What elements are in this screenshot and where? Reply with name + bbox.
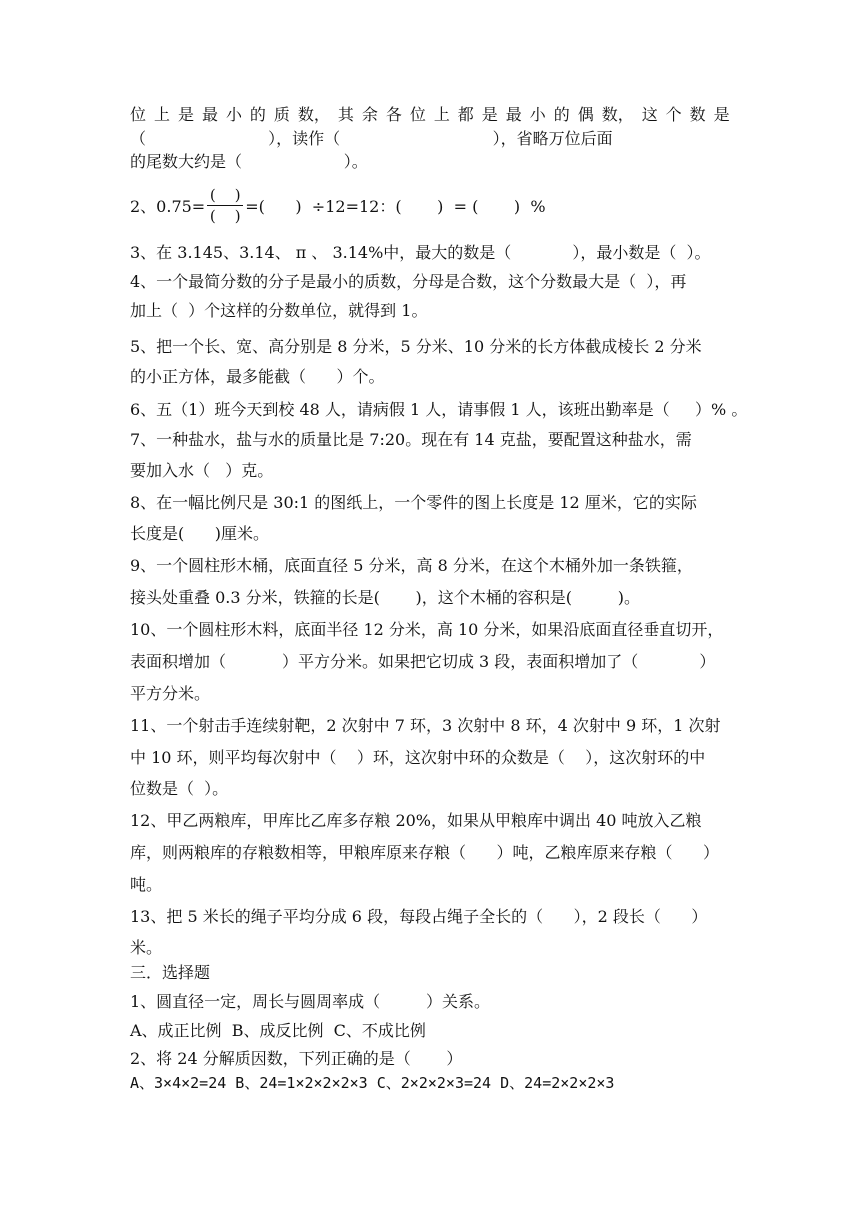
item1-word: 上 <box>433 105 450 124</box>
item10-line3: 平方分米。 <box>130 684 211 703</box>
item5-line2: 的小正方体，最多能截（ ）个。 <box>130 367 385 386</box>
item8-line1: 8、在一幅比例尺是 30:1 的图纸上，一个零件的图上长度是 12 厘米，它的实际 <box>130 493 697 512</box>
item1-word: 这 <box>641 105 658 124</box>
item1-word: 上 <box>153 105 170 124</box>
item11-line3: 位数是（ ）。 <box>130 779 229 798</box>
item1-word: 位 <box>409 105 426 124</box>
item8-line2: 长度是( )厘米。 <box>130 524 270 543</box>
item5-line1: 5、把一个长、宽、高分别是 8 分米，5 分米、10 分米的长方体截成棱长 2 分米 <box>130 337 702 356</box>
item3-line1: 3、在 3.145、3.14、 π 、 3.14%中，最大的数是（ ），最小数是（ ）。 <box>130 243 711 262</box>
item1-line1 <box>130 105 730 125</box>
item1-word: 是 <box>177 105 194 124</box>
item9-line2: 接头处重叠 0.3 分米，铁箍的长是( )，这个木桶的容积是( )。 <box>130 588 640 607</box>
item1-word: 是 <box>481 105 498 124</box>
item12-line3: 吨。 <box>130 875 163 894</box>
item2-suffix: =( ) ÷12=12：( ) = ( ) % <box>245 196 546 216</box>
item1-word: 数， <box>297 105 330 124</box>
fraction-bar <box>207 205 243 206</box>
fraction-numerator: ( ) <box>209 185 241 204</box>
item6-line1: 6、五（1）班今天到校 48 人，请病假 1 人，请事假 1 人，该班出勤率是（ ）% 。 <box>130 400 748 419</box>
choice2-question: 2、将 24 分解质因数，下列正确的是（ ） <box>130 1049 463 1068</box>
item1-word: 数 <box>689 105 706 124</box>
item11-line1: 11、一个射击手连续射靶，2 次射中 7 环，3 次射中 8 环，4 次射中 9 环，1 次射 <box>130 716 721 735</box>
item1-word: 最 <box>505 105 522 124</box>
item1-line2: （ ），读作（ ），省略万位后面 <box>130 129 613 148</box>
item1-word: 各 <box>385 105 402 124</box>
item1-word: 偶 <box>577 105 594 124</box>
item1-word: 都 <box>457 105 474 124</box>
item10-line2: 表面积增加（ ）平方分米。如果把它切成 3 段，表面积增加了（ ） <box>130 652 716 671</box>
item12-line2: 库，则两粮库的存粮数相等，甲粮库原来存粮（ ）吨，乙粮库原来存粮（ ） <box>130 843 720 862</box>
choice1-options: A、成正比例 B、成反比例 C、不成比例 <box>130 1021 426 1040</box>
item7-line2: 要加入水（ ）克。 <box>130 461 274 480</box>
item1-word: 的 <box>553 105 570 124</box>
item1-word: 小 <box>529 105 546 124</box>
item1-word: 是 <box>713 105 730 124</box>
item12-line1: 12、甲乙两粮库，甲库比乙库多存粮 20%，如果从甲粮库中调出 40 吨放入乙粮 <box>130 811 702 830</box>
section-title: 三．选择题 <box>130 963 211 982</box>
item11-line2: 中 10 环，则平均每次射中（ ）环，这次射中环的众数是（ ），这次射环的中 <box>130 748 706 767</box>
item7-line1: 7、一种盐水，盐与水的质量比是 7:20。现在有 14 克盐，要配置这种盐水，需 <box>130 430 692 449</box>
item4-line1: 4、一个最简分数的分子是最小的质数，分母是合数，这个分数最大是（ ），再 <box>130 272 687 291</box>
choice1-question: 1、圆直径一定，周长与圆周率成（ ）关系。 <box>130 992 490 1011</box>
item1-word: 的 <box>249 105 266 124</box>
item1-word: 质 <box>273 105 290 124</box>
item4-line2: 加上（ ）个这样的分数单位，就得到 1。 <box>130 301 428 320</box>
item1-word: 小 <box>225 105 242 124</box>
item2-prefix: 2、0.75= <box>130 196 206 216</box>
item1-word: 其 <box>337 105 354 124</box>
item10-line1: 10、一个圆柱形木料，底面半径 12 分米，高 10 分米，如果沿底面直径垂直切开， <box>130 620 724 639</box>
fraction-denominator: ( ) <box>209 206 241 225</box>
item2-line <box>130 181 546 229</box>
item1-word: 数， <box>601 105 634 124</box>
item1-word: 余 <box>361 105 378 124</box>
choice2-options: A、3×4×2=24 B、24=1×2×2×2×3 C、2×2×2×3=24 D、24=2×2×2×3 <box>130 1074 615 1092</box>
item1-word: 位 <box>130 105 147 124</box>
item1-line3: 的尾数大约是（ ）。 <box>130 152 368 171</box>
fraction <box>207 186 243 225</box>
item13-line1: 13、把 5 米长的绳子平均分成 6 段，每段占绳子全长的（ ），2 段长（ ） <box>130 907 708 926</box>
item1-word: 个 <box>665 105 682 124</box>
item13-line2: 米。 <box>130 938 163 957</box>
item1-word: 最 <box>201 105 218 124</box>
item9-line1: 9、一个圆柱形木桶，底面直径 5 分米，高 8 分米，在这个木桶外加一条铁箍， <box>130 556 693 575</box>
